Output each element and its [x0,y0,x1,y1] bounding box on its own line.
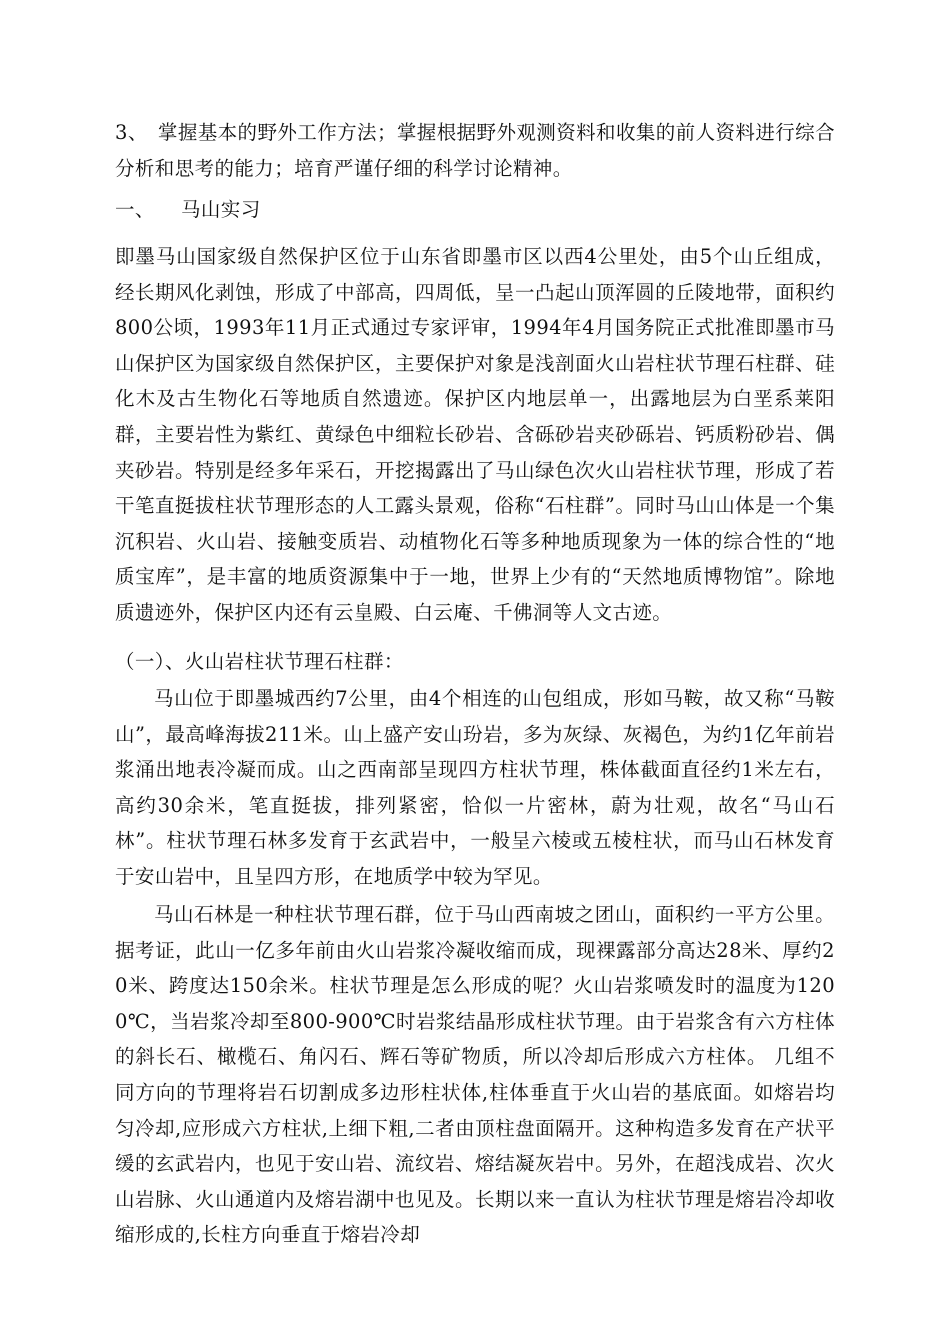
mashan-paragraph: 马山位于即墨城西约7公里，由4个相连的山包组成，形如马鞍，故又称“马鞍山”，最高峰海拔211米。山上盛产安山玢岩，多为灰绿、灰褐色，为约1亿年前岩浆涌出地表冷凝而成。山之西南部呈现四方柱状节理，株体截面直径约1米左右，高约30余米，笔直挺拔，排列紧密，恰似一片密林，蔚为壮观，故名“马山石林”。柱状节理石林多发育于玄武岩中，一般呈六棱或五棱柱状，而马山石林发育于安山岩中，且呈四方形，在地质学中较为罕见。 [115,687,835,888]
section-heading [115,192,261,227]
subsection-heading: （一）、火山岩柱状节理石柱群： [115,650,404,673]
section-number: 一、 [115,198,155,221]
section-title: 马山实习 [181,198,261,221]
objective-item-3: 3、 掌握基本的野外工作方法；掌握根据野外观测资料和收集的前人资料进行综合分析和思考的能力；培育严谨仔细的科学讨论精神。 [115,121,835,180]
intro-paragraph: 即墨马山国家级自然保护区位于山东省即墨市区以西4公里处，由5个山丘组成，经长期风化剥蚀，形成了中部高，四周低，呈一凸起山顶浑圆的丘陵地带，面积约800公顷，1993年11月正式通过专家评审，1994年4月国务院正式批准即墨市马山保护区为国家级自然保护区，主要保护对象是浅剖面火山岩柱状节理石柱群、硅化木及古生物化石等地质自然遗迹。保护区内地层单一，出露地层为白垩系莱阳群，主要岩性为紫红、黄绿色中细粒长砂岩、含砾砂岩夹砂砾岩、钙质粉砂岩、偶夹砂岩。特别是经多年采石，开挖揭露出了马山绿色次火山岩柱状节理，形成了若干笔直挺拔柱状节理形态的人工露头景观，俗称“石柱群”。同时马山山体是一个集沉积岩、火山岩、接触变质岩、动植物化石等多种地质现象为一体的综合性的“地质宝库”，是丰富的地质资源集中于一地，世界上少有的“天然地质博物馆”。除地质遗迹外，保护区内还有云皇殿、白云庵、千佛洞等人文古迹。 [115,245,835,624]
stone-forest-paragraph: 马山石林是一种柱状节理石群，位于马山西南坡之团山，面积约一平方公里。据考证，此山一亿多年前由火山岩浆冷凝收缩而成，现裸露部分高达28米、厚约20米、跨度达150余米。柱状节理是怎么形成的呢？火山岩浆喷发时的温度为1200℃，当岩浆冷却至800-900℃时岩浆结晶形成柱状节理。由于岩浆含有六方柱体的斜长石、橄榄石、角闪石、辉石等矿物质，所以冷却后形成六方柱体。 几组不同方向的节理将岩石切割成多边形柱状体,柱体垂直于火山岩的基底面。如熔岩均匀冷却,应形成六方柱状,上细下粗,二者由顶柱盘面隔开。这种构造多发育在产状平缓的玄武岩内，也见于安山岩、流纹岩、熔结凝灰岩中。另外，在超浅成岩、次火山岩脉、火山通道内及熔岩湖中也见及。长期以来一直认为柱状节理是熔岩冷却收缩形成的,长柱方向垂直于熔岩冷却 [115,903,835,1247]
